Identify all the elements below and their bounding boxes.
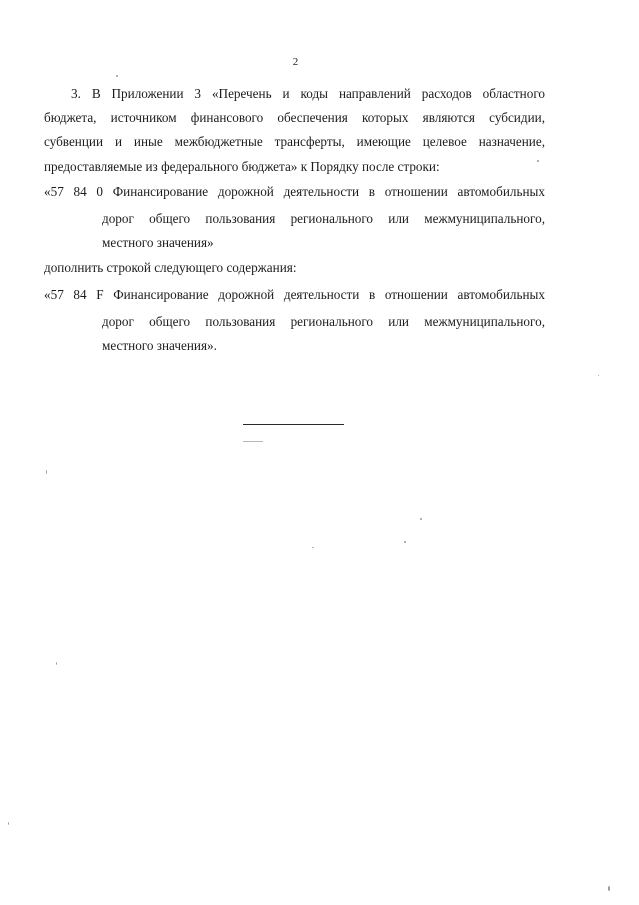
scan-speck: [537, 160, 539, 162]
intro-line-1: 3. В Приложении 3 «Перечень и коды направлений расходов областного: [71, 86, 545, 101]
existing-code-line-1: «57 84 0 Финансирование дорожной деятельности в отношении автомобильных: [44, 184, 545, 199]
scan-speck: [8, 822, 9, 825]
new-code-line-3: местного значения».: [102, 338, 217, 353]
scan-speck: [56, 662, 57, 665]
instruction-line: дополнить строкой следующего содержания:: [44, 260, 297, 275]
closing-rule: [243, 424, 344, 425]
intro-line-4: предоставляемые из федерального бюджета» к Порядку после строки:: [44, 159, 440, 174]
existing-code-line-3: местного значения»: [102, 235, 214, 250]
scan-speck: [312, 547, 314, 548]
scan-speck: [404, 541, 406, 543]
new-code-line-2: дорог общего пользования регионального или межмуниципального,: [102, 314, 545, 329]
intro-line-3: субвенции и иные межбюджетные трансферты, имеющие целевое назначение,: [44, 134, 545, 149]
scan-speck: [46, 470, 47, 474]
scan-speck: [116, 75, 118, 77]
scan-speck: [608, 886, 610, 891]
scan-speck: [598, 375, 599, 376]
scan-speck: [420, 518, 422, 520]
existing-code-line-2: дорог общего пользования регионального или межмуниципального,: [102, 211, 545, 226]
page-number: 2: [292, 56, 299, 68]
faint-rule-mark: [243, 441, 263, 442]
new-code-line-1: «57 84 F Финансирование дорожной деятельности в отношении автомобильных: [44, 287, 545, 302]
intro-line-2: бюджета, источником финансового обеспечения которых являются субсидии,: [44, 110, 545, 125]
